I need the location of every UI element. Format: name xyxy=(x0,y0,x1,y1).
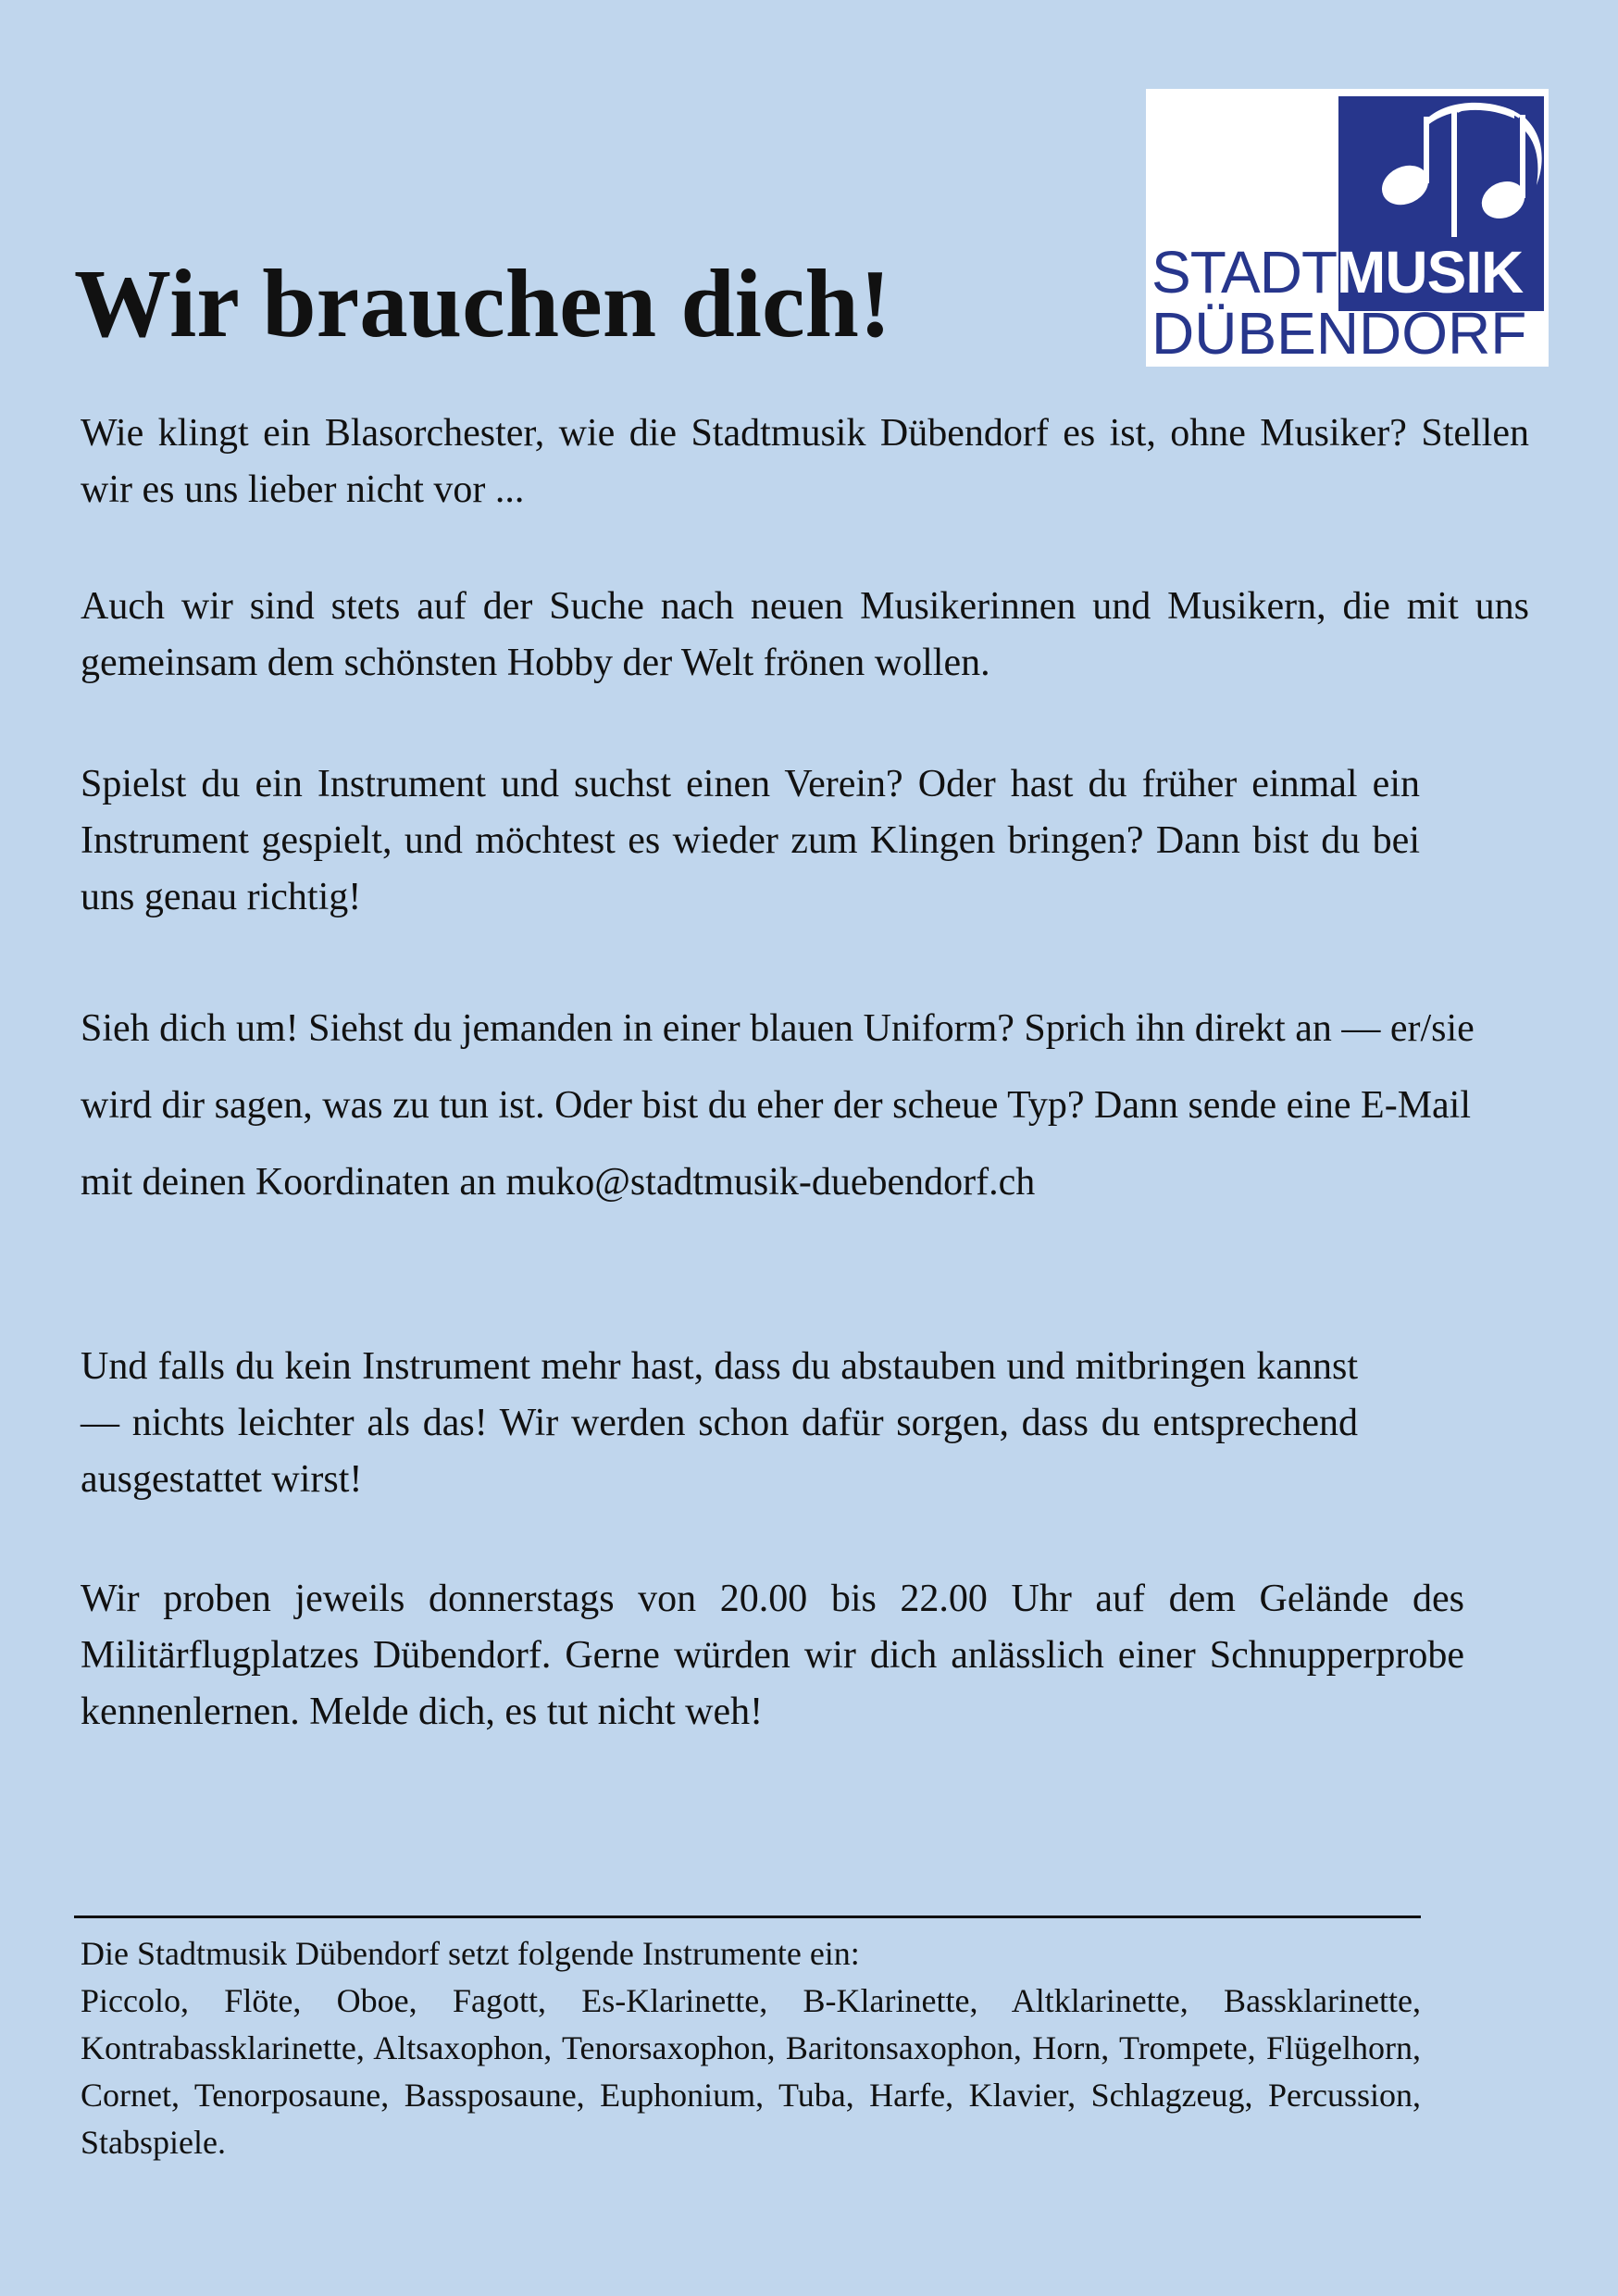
paragraph-rehearsal: Wir proben jeweils donnerstags von 20.00 bis 22.00 Uhr auf dem Gelände des Militärflugplatzes Dübendorf. Gerne würden wir dich anlässlich einer Schnupperprobe kennenlernen. Melde dich, es tut nicht weh! xyxy=(81,1578,1464,1733)
paragraph-search: Auch wir sind stets auf der Suche nach neuen Musikerinnen und Musikern, die mit uns gemeinsam dem schönsten Hobby der Welt frönen wollen. xyxy=(81,585,1529,684)
logo-line1 xyxy=(1151,239,1545,306)
logo-dubendorf-text: DÜBENDORF xyxy=(1151,300,1527,367)
footer-divider xyxy=(74,1915,1421,1918)
paragraph-instrument: Spielst du ein Instrument und suchst einen Verein? Oder hast du früher einmal ein Instrument gespielt, und möchtest es wieder zum Klingen bringen? Dann bist du bei uns genau richtig! xyxy=(81,763,1420,918)
logo xyxy=(1146,89,1549,367)
page-title: Wir brauchen dich! xyxy=(74,249,891,357)
instrument-list: Piccolo, Flöte, Oboe, Fagott, Es-Klarinette, B-Klarinette, Altklarinette, Bassklarinette, Kontrabassklarinette, Altsaxophon, Tenorsaxophon, Baritonsaxophon, Horn, Trompete, Flügelhorn, Cornet, Tenorposaune, Bassposaune, Euphonium, Tuba, Harfe, Klavier, Schlagzeug, Percussion, Stabspiele. xyxy=(81,1982,1421,2161)
paragraph-equipment: Und falls du kein Instrument mehr hast, dass du abstauben und mitbringen kannst — nichts leichter als das! Wir werden schon dafür sorgen, dass du entsprechend ausgestattet wirst! xyxy=(81,1345,1358,1501)
logo-musik-text: MUSIK xyxy=(1337,239,1524,306)
logo-stadt-text: STADT xyxy=(1151,239,1338,306)
paragraph-contact: Sieh dich um! Siehst du jemanden in einer blauen Uniform? Sprich ihn direkt an — er/sie wird dir sagen, was zu tun ist. Oder bist du eher der scheue Typ? Dann sende eine E-Mail mit deinen Koordinaten an muko@stadtmusik-duebendorf.ch xyxy=(81,1007,1475,1204)
footer-title: Die Stadtmusik Dübendorf setzt folgende Instrumente ein: xyxy=(81,1935,860,1972)
paragraph-intro: Wie klingt ein Blasorchester, wie die Stadtmusik Dübendorf es ist, ohne Musiker? Stellen wir es uns lieber nicht vor ... xyxy=(81,412,1529,511)
